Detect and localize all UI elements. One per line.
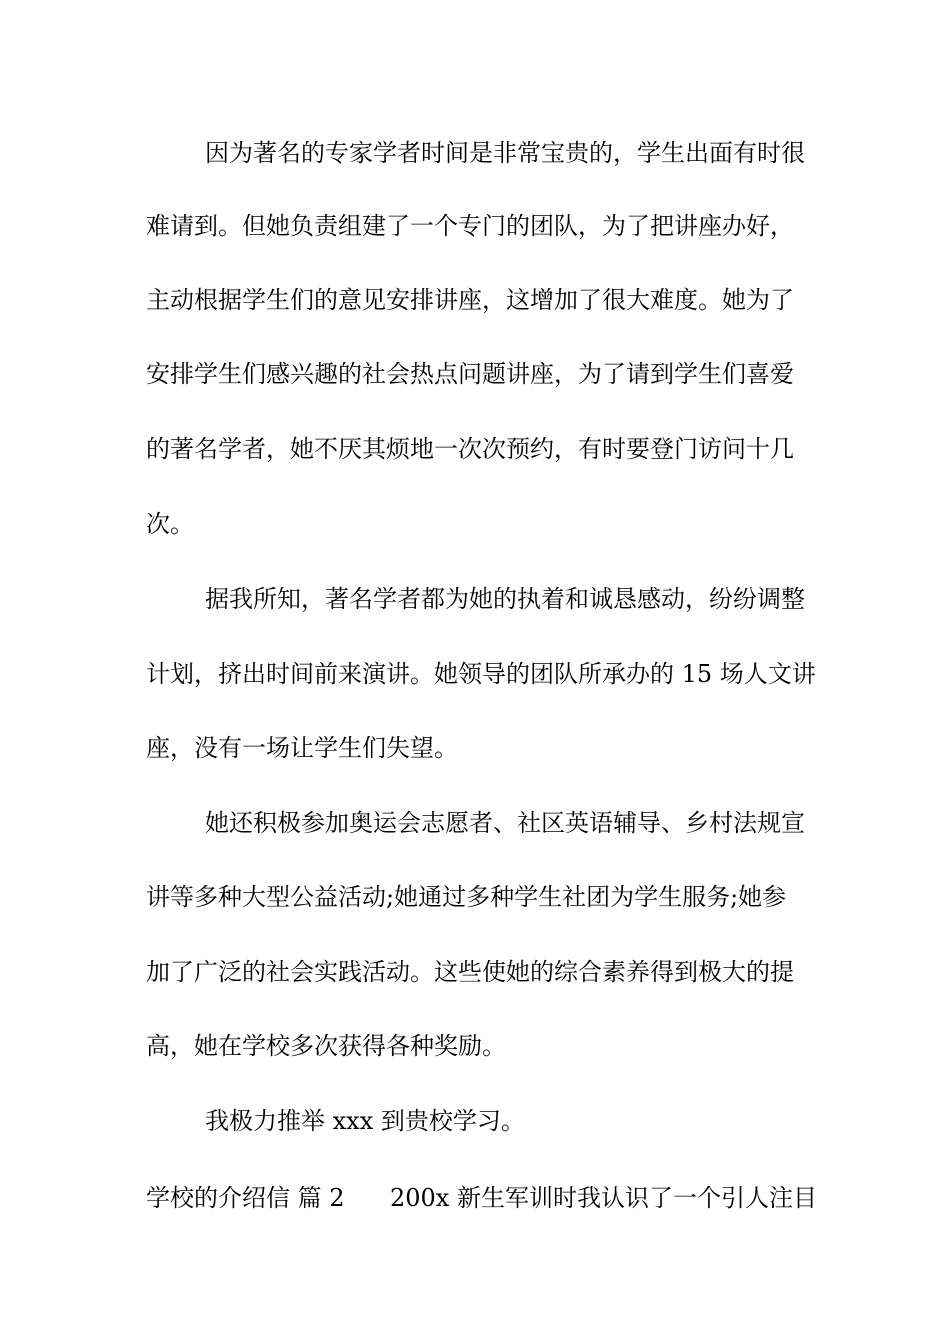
paragraph-3-line-3: 加了广泛的社会实践活动。这些使她的综合素养得到极大的提: [146, 958, 794, 986]
paragraph-2-line-3: 座，没有一场让学生们失望。: [146, 734, 458, 762]
paragraph-2-line-1: 据我所知，著名学者都为她的执着和诚恳感动，纷纷调整: [205, 585, 805, 613]
paragraph-1-line-2: 难请到。但她负责组建了一个专门的团队，为了把讲座办好，: [146, 212, 794, 240]
paragraph-1-line-5: 的著名学者，她不厌其烦地一次次预约，有时要登门访问十几: [146, 435, 794, 463]
paragraph-1-line-6: 次。: [146, 510, 194, 538]
paragraph-3-line-4: 高，她在学校多次获得各种奖励。: [146, 1032, 506, 1060]
paragraph-1-line-3: 主动根据学生们的意见安排讲座，这增加了很大难度。她为了: [146, 286, 794, 314]
paragraph-4-line-1: 我极力推举 xxx 到贵校学习。: [205, 1107, 525, 1135]
section-heading-continuation: 200x 新生军训时我认识了一个引人注目: [390, 1184, 817, 1212]
section-heading-title: 学校的介绍信 篇 2: [146, 1184, 345, 1212]
paragraph-3-line-2: 讲等多种大型公益活动;她通过多种学生社团为学生服务;她参: [146, 883, 787, 911]
paragraph-3-line-1: 她还积极参加奥运会志愿者、社区英语辅导、乡村法规宣: [205, 809, 805, 837]
paragraph-1-line-1: 因为著名的专家学者时间是非常宝贵的，学生出面有时很: [205, 139, 805, 167]
paragraph-1-line-4: 安排学生们感兴趣的社会热点问题讲座，为了请到学生们喜爱: [146, 360, 794, 388]
paragraph-2-line-2: 计划，挤出时间前来演讲。她领导的团队所承办的 15 场人文讲: [146, 660, 816, 688]
